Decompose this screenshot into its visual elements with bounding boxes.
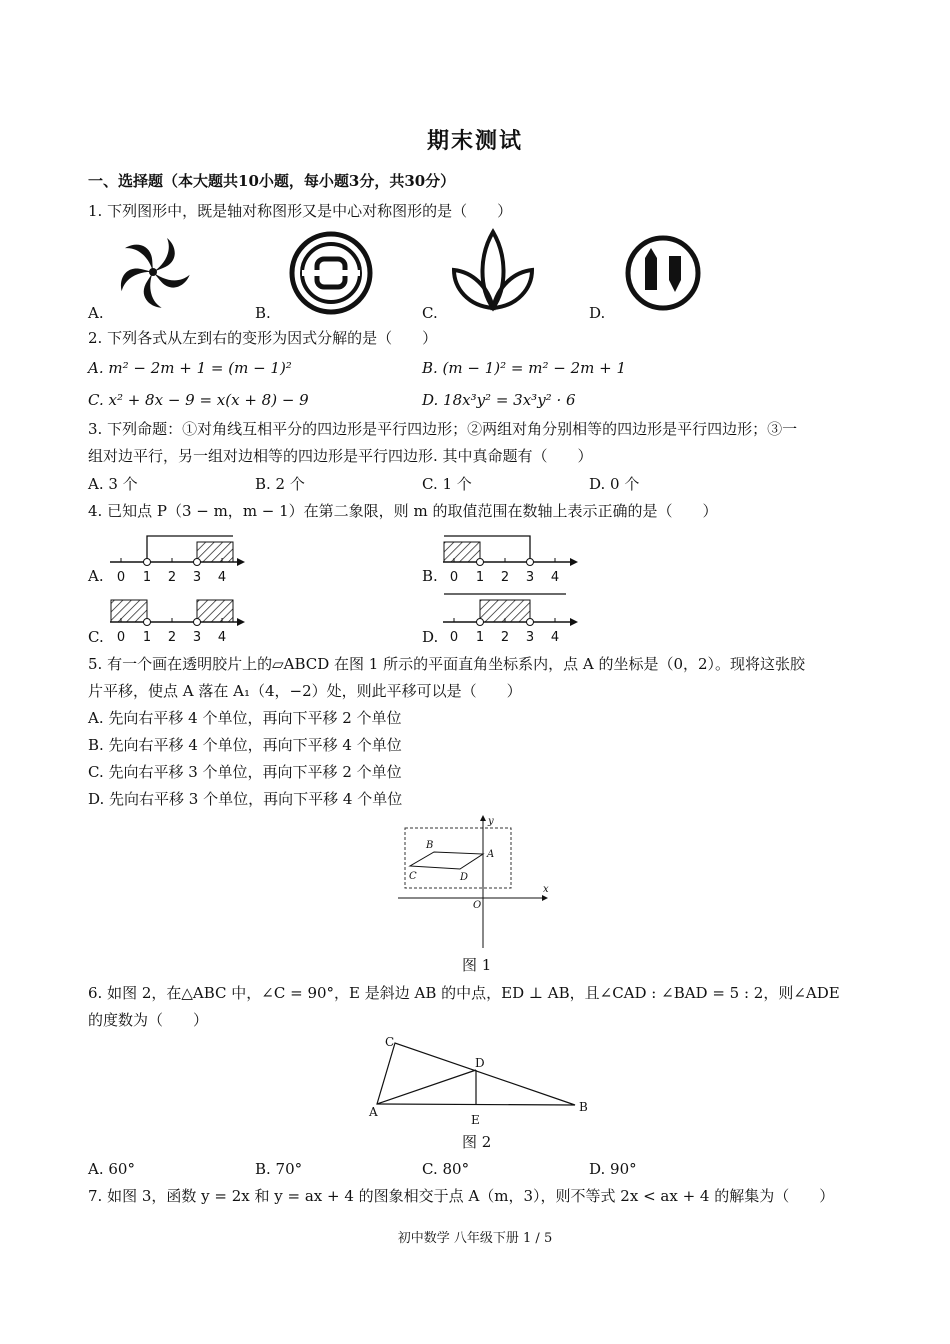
question-1-stem: 1. 下列图形中，既是轴对称图形又是中心对称图形的是（ ） bbox=[88, 202, 513, 220]
q3-option-c: C. 1 个 bbox=[422, 475, 472, 493]
question-3-line-2: 组对边平行，另一组对边相等的四边形是平行四边形. 其中真命题有（ ） bbox=[88, 447, 593, 465]
tick-label: 0 bbox=[116, 630, 126, 645]
point-d-label: D bbox=[460, 872, 469, 883]
number-line-d bbox=[438, 592, 583, 648]
figure-1-coordinate-plane bbox=[396, 812, 556, 950]
point-c-label: C bbox=[409, 871, 417, 882]
figure-2-caption: 图 2 bbox=[462, 1133, 492, 1151]
tick-label: 3 bbox=[525, 630, 535, 645]
q2-option-a: A. m² − 2m + 1 = (m − 1)² bbox=[88, 359, 292, 377]
number-line-a bbox=[105, 532, 250, 588]
tick-label: 2 bbox=[500, 570, 510, 585]
tick-label: 1 bbox=[475, 630, 485, 645]
pencils-figure bbox=[623, 230, 703, 316]
q4-option-c: C. bbox=[88, 628, 104, 646]
figure-1-caption: 图 1 bbox=[462, 956, 492, 974]
question-7-stem: 7. 如图 3，函数 y = 2x 和 y = ax + 4 的图象相交于点 A（m，3），则不等式 2x < ax + 4 的解集为（ ） bbox=[88, 1187, 835, 1205]
question-6-line-2: 的度数为（ ） bbox=[88, 1011, 209, 1029]
tick-label: 4 bbox=[217, 570, 227, 585]
tick-label: 4 bbox=[550, 630, 560, 645]
q5-option-b: B. 先向右平移 4 个单位，再向下平移 4 个单位 bbox=[88, 736, 402, 754]
q6-option-d: D. 90° bbox=[589, 1160, 637, 1178]
q1-option-d: D. bbox=[589, 304, 606, 322]
point-c-label: C bbox=[385, 1035, 395, 1049]
question-3-line-1: 3. 下列命题：①对角线互相平分的四边形是平行四边形；②两组对角分别相等的四边形是平行四边形；③一 bbox=[88, 420, 798, 438]
q2-option-d: D. 18x³y² = 3x³y² · 6 bbox=[422, 391, 576, 409]
point-b-label: B bbox=[426, 840, 434, 851]
tick-label: 3 bbox=[192, 570, 202, 585]
q1-option-b: B. bbox=[255, 304, 271, 322]
figure-2-triangle bbox=[365, 1032, 597, 1130]
q3-option-d: D. 0 个 bbox=[589, 475, 640, 493]
tick-label: 1 bbox=[142, 630, 152, 645]
page-footer: 初中数学 八年级下册 1 / 5 bbox=[397, 1231, 553, 1246]
tick-label: 1 bbox=[475, 570, 485, 585]
tick-label: 0 bbox=[116, 570, 126, 585]
q1-option-a: A. bbox=[88, 304, 104, 322]
origin-label: O bbox=[473, 900, 482, 911]
tick-label: 3 bbox=[192, 630, 202, 645]
coin-figure bbox=[288, 230, 374, 316]
question-2-stem: 2. 下列各式从左到右的变形为因式分解的是（ ） bbox=[88, 329, 438, 347]
point-b-label: B bbox=[579, 1100, 588, 1114]
page-title: 期末测试 bbox=[426, 128, 523, 154]
x-axis-label: x bbox=[543, 884, 549, 895]
question-4-stem: 4. 已知点 P（3 − m，m − 1）在第二象限，则 m 的取值范围在数轴上表示正确的是（ ） bbox=[88, 502, 718, 520]
point-a-label: A bbox=[487, 849, 495, 860]
tick-label: 0 bbox=[449, 630, 459, 645]
lotus-figure bbox=[448, 226, 538, 316]
q5-option-c: C. 先向右平移 3 个单位，再向下平移 2 个单位 bbox=[88, 763, 402, 781]
q3-option-b: B. 2 个 bbox=[255, 475, 305, 493]
tick-label: 3 bbox=[525, 570, 535, 585]
q5-option-a: A. 先向右平移 4 个单位，再向下平移 2 个单位 bbox=[88, 709, 402, 727]
question-5-line-1: 5. 有一个画在透明胶片上的▱ABCD 在图 1 所示的平面直角坐标系内，点 A 的坐标是（0，2）。现将这张胶 bbox=[88, 655, 806, 673]
question-5-line-2: 片平移，使点 A 落在 A₁（4，−2）处，则此平移可以是（ ） bbox=[88, 682, 522, 700]
q4-option-a: A. bbox=[88, 567, 104, 585]
y-axis-label: y bbox=[488, 816, 494, 827]
number-line-c bbox=[105, 592, 250, 648]
q2-option-b: B. (m − 1)² = m² − 2m + 1 bbox=[422, 359, 627, 377]
q3-option-a: A. 3 个 bbox=[88, 475, 138, 493]
q4-option-d: D. bbox=[422, 628, 439, 646]
q4-option-b: B. bbox=[422, 567, 438, 585]
number-line-b bbox=[438, 532, 583, 588]
q1-option-c: C. bbox=[422, 304, 438, 322]
tick-label: 2 bbox=[167, 630, 177, 645]
q5-option-d: D. 先向右平移 3 个单位，再向下平移 4 个单位 bbox=[88, 790, 403, 808]
point-e-label: E bbox=[471, 1113, 480, 1127]
q6-option-b: B. 70° bbox=[255, 1160, 303, 1178]
tick-label: 0 bbox=[449, 570, 459, 585]
tick-label: 4 bbox=[550, 570, 560, 585]
q6-option-c: C. 80° bbox=[422, 1160, 470, 1178]
tick-label: 4 bbox=[217, 630, 227, 645]
q6-option-a: A. 60° bbox=[88, 1160, 135, 1178]
tick-label: 2 bbox=[500, 630, 510, 645]
q2-option-c: C. x² + 8x − 9 = x(x + 8) − 9 bbox=[88, 391, 309, 409]
pinwheel-figure bbox=[108, 234, 198, 314]
point-a-label: A bbox=[369, 1105, 378, 1119]
tick-label: 2 bbox=[167, 570, 177, 585]
point-d-label: D bbox=[475, 1056, 485, 1070]
question-6-line-1: 6. 如图 2，在△ABC 中，∠C = 90°，E 是斜边 AB 的中点，ED ⊥ AB，且∠CAD : ∠BAD = 5 : 2，则∠ADE bbox=[88, 984, 840, 1002]
section-heading: 一、选择题（本大题共10小题，每小题3分，共30分） bbox=[88, 172, 456, 190]
tick-label: 1 bbox=[142, 570, 152, 585]
